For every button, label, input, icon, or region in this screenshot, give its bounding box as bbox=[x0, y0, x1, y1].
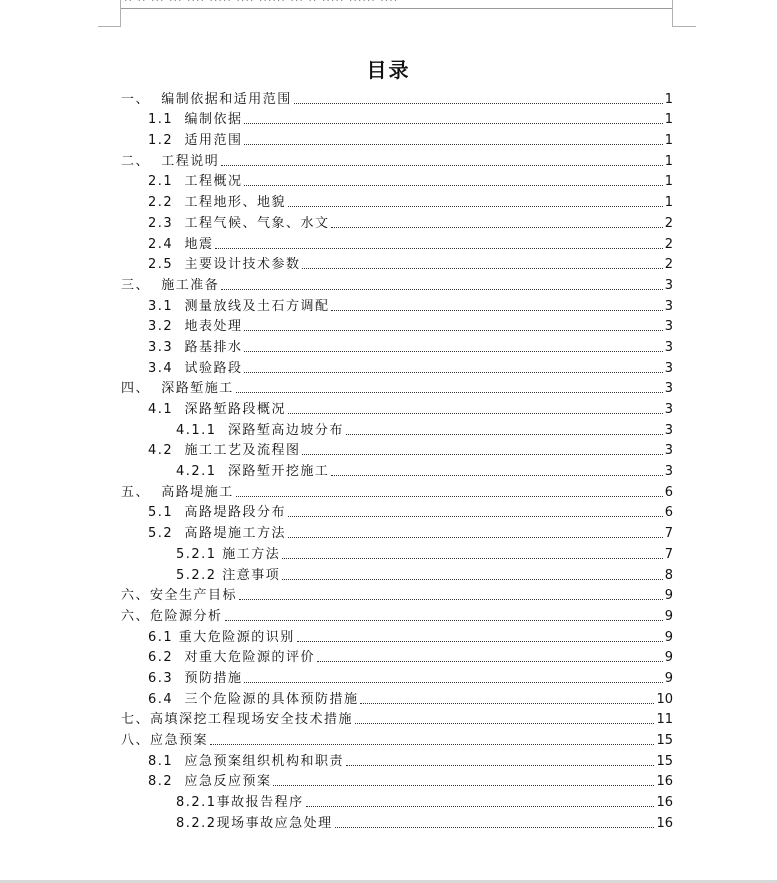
toc-leader-dots bbox=[244, 184, 662, 186]
toc-entry[interactable] bbox=[0, 88, 777, 109]
toc-entry-label: 6.3 预防措施 bbox=[148, 670, 243, 686]
toc-entry-page-number: 1 bbox=[664, 174, 673, 190]
toc-entry-label: 八、应急预案 bbox=[121, 733, 209, 748]
toc-entry-label: 5.2.2 注意事项 bbox=[176, 567, 281, 583]
toc-entry-label: 2.1 工程概况 bbox=[148, 174, 243, 190]
toc-entry[interactable] bbox=[0, 750, 777, 771]
toc-leader-dots bbox=[236, 391, 663, 393]
toc-entry-label: 3.2 地表处理 bbox=[148, 319, 243, 335]
toc-entry-page-number: 9 bbox=[664, 670, 673, 686]
toc-leader-dots bbox=[244, 143, 662, 145]
toc-entry-label: 6.1 重大危险源的识别 bbox=[148, 629, 295, 645]
toc-entry-page-number: 3 bbox=[664, 360, 673, 376]
toc-entry[interactable] bbox=[0, 771, 777, 792]
toc-entry[interactable] bbox=[0, 502, 777, 523]
toc-leader-dots bbox=[244, 329, 662, 331]
toc-entry[interactable] bbox=[0, 129, 777, 150]
toc-entry[interactable] bbox=[0, 378, 777, 399]
toc-entry-label: 5.1 高路堤路段分布 bbox=[148, 505, 286, 521]
toc-entry-label: 1.1 编制依据 bbox=[148, 112, 243, 128]
toc-entry-label: 8.2.1事故报告程序 bbox=[176, 795, 304, 811]
toc-entry-page-number: 7 bbox=[664, 546, 673, 562]
toc-entry-label: 2.5 主要设计技术参数 bbox=[148, 257, 301, 273]
toc-entry-page-number: 10 bbox=[656, 691, 673, 707]
toc-entry-label: 2.2 工程地形、地貌 bbox=[148, 195, 286, 211]
toc-entry[interactable] bbox=[0, 191, 777, 212]
toc-entry[interactable] bbox=[0, 150, 777, 171]
toc-entry[interactable] bbox=[0, 274, 777, 295]
toc-entry-label: 3.4 试验路段 bbox=[148, 360, 243, 376]
toc-entry-page-number: 9 bbox=[664, 588, 673, 604]
toc-leader-dots bbox=[294, 102, 663, 104]
toc-entry[interactable] bbox=[0, 481, 777, 502]
toc-entry-label: 8.1 应急预案组织机构和职责 bbox=[148, 753, 344, 769]
toc-entry-page-number: 3 bbox=[664, 464, 673, 480]
toc-entry-label: 3.1 测量放线及土石方调配 bbox=[148, 298, 330, 314]
toc-leader-dots bbox=[244, 122, 662, 124]
toc-entry[interactable] bbox=[0, 460, 777, 481]
toc-leader-dots bbox=[221, 164, 662, 166]
toc-entry-page-number: 16 bbox=[656, 815, 673, 831]
toc-entry-page-number: 16 bbox=[656, 774, 673, 790]
toc-entry[interactable] bbox=[0, 585, 777, 606]
toc-entry[interactable] bbox=[0, 605, 777, 626]
toc-entry[interactable] bbox=[0, 440, 777, 461]
toc-leader-dots bbox=[302, 453, 662, 455]
toc-entry-page-number: 1 bbox=[664, 195, 673, 211]
toc-entry-label: 一、 编制依据和适用范围 bbox=[121, 91, 292, 107]
toc-leader-dots bbox=[244, 681, 662, 683]
toc-leader-dots bbox=[306, 805, 655, 807]
toc-entry-page-number: 9 bbox=[664, 629, 673, 645]
toc-leader-dots bbox=[215, 247, 662, 249]
toc-entry-page-number: 1 bbox=[664, 133, 673, 149]
toc-entry-page-number: 8 bbox=[664, 567, 673, 583]
toc-entry-page-number: 1 bbox=[664, 112, 673, 128]
toc-entry-page-number: 3 bbox=[664, 381, 673, 397]
toc-entry-label: 2.4 地震 bbox=[148, 236, 214, 252]
toc-entry[interactable] bbox=[0, 171, 777, 192]
toc-leader-dots bbox=[331, 226, 662, 228]
toc-leader-dots bbox=[239, 598, 663, 600]
toc-entry[interactable] bbox=[0, 626, 777, 647]
toc-entry-label: 六、危险源分析 bbox=[121, 608, 223, 624]
toc-entry[interactable] bbox=[0, 522, 777, 543]
toc-leader-dots bbox=[282, 557, 663, 559]
toc-entry-label: 6.2 对重大危险源的评价 bbox=[148, 650, 315, 666]
toc-leader-dots bbox=[288, 412, 663, 414]
toc-leader-dots bbox=[346, 764, 655, 766]
toc-entry-page-number: 3 bbox=[664, 422, 673, 438]
toc-entry-page-number: 3 bbox=[664, 319, 673, 335]
toc-leader-dots bbox=[288, 515, 663, 517]
toc-title: 目录 bbox=[366, 58, 411, 82]
toc-entry-label: 1.2 适用范围 bbox=[148, 133, 243, 149]
toc-leader-dots bbox=[297, 640, 663, 642]
toc-leader-dots bbox=[346, 433, 663, 435]
toc-leader-dots bbox=[244, 371, 662, 373]
toc-entry[interactable] bbox=[0, 688, 777, 709]
toc-entry-page-number: 3 bbox=[664, 298, 673, 314]
toc-entry-page-number: 6 bbox=[664, 505, 673, 521]
crop-mark-top-right-h bbox=[672, 26, 696, 27]
toc-leader-dots bbox=[244, 350, 662, 352]
toc-leader-dots bbox=[331, 309, 662, 311]
toc-entry-label: 3.3 路基排水 bbox=[148, 339, 243, 355]
toc-leader-dots bbox=[288, 536, 663, 538]
toc-entry[interactable] bbox=[0, 295, 777, 316]
toc-leader-dots bbox=[225, 619, 663, 621]
toc-entry-page-number: 3 bbox=[664, 443, 673, 459]
toc-entry[interactable] bbox=[0, 419, 777, 440]
toc-entry-page-number: 9 bbox=[664, 608, 673, 624]
toc-entry-label: 六、安全生产目标 bbox=[121, 588, 238, 604]
toc-entry-label: 4.1 深路堑路段概况 bbox=[148, 402, 286, 417]
toc-leader-dots bbox=[282, 578, 663, 580]
toc-entry[interactable] bbox=[0, 543, 777, 564]
toc-entry[interactable] bbox=[0, 316, 777, 337]
toc-entry-page-number: 2 bbox=[664, 236, 673, 252]
toc-entry[interactable] bbox=[0, 109, 777, 130]
toc-entry[interactable] bbox=[0, 564, 777, 585]
toc-leader-dots bbox=[236, 495, 663, 497]
toc-entry-page-number: 2 bbox=[664, 215, 673, 231]
toc-entry-label: 6.4 三个危险源的具体预防措施 bbox=[148, 691, 359, 707]
toc-entry-label: 三、 施工准备 bbox=[121, 277, 220, 293]
toc-entry[interactable] bbox=[0, 812, 777, 833]
toc-entry[interactable] bbox=[0, 647, 777, 668]
toc-entry[interactable] bbox=[0, 667, 777, 688]
toc-leader-dots bbox=[317, 660, 663, 662]
page-header-text bbox=[124, 0, 684, 6]
toc-entry-page-number: 7 bbox=[664, 526, 673, 542]
toc-entry[interactable] bbox=[0, 233, 777, 254]
toc-entry[interactable] bbox=[0, 357, 777, 378]
toc-entry[interactable] bbox=[0, 336, 777, 357]
toc-entry-label: 8.2 应急反应预案 bbox=[148, 774, 272, 790]
toc-entry-page-number: 3 bbox=[664, 277, 673, 293]
toc-entry-page-number: 16 bbox=[656, 795, 673, 811]
toc-entry[interactable] bbox=[0, 254, 777, 275]
toc-entry[interactable] bbox=[0, 729, 777, 750]
toc-entry[interactable] bbox=[0, 212, 777, 233]
toc-entry-label: 4.2.1 深路堑开挖施工 bbox=[176, 464, 330, 480]
toc-entry[interactable] bbox=[0, 791, 777, 812]
crop-mark-top-left-v bbox=[120, 0, 121, 26]
toc-entry-page-number: 9 bbox=[664, 650, 673, 666]
toc-entry-page-number: 15 bbox=[656, 733, 673, 748]
toc-entry-page-number: 2 bbox=[664, 257, 673, 273]
toc-entry-label: 8.2.2现场事故应急处理 bbox=[176, 815, 333, 831]
toc-entry-page-number: 3 bbox=[664, 339, 673, 355]
toc-leader-dots bbox=[210, 743, 654, 745]
toc-entry-label: 2.3 工程气候、气象、水文 bbox=[148, 215, 330, 231]
toc-entry[interactable] bbox=[0, 398, 777, 419]
toc-entry-label: 5.2.1 施工方法 bbox=[176, 546, 281, 562]
toc-entry-page-number: 6 bbox=[664, 484, 673, 500]
toc-leader-dots bbox=[335, 826, 655, 828]
toc-entry-page-number: 11 bbox=[656, 712, 673, 728]
toc-leader-dots bbox=[221, 288, 662, 290]
toc-leader-dots bbox=[360, 702, 654, 704]
toc-entry-page-number: 15 bbox=[656, 753, 673, 769]
toc-entry-label: 四、 深路堑施工 bbox=[121, 381, 234, 397]
toc-entry-page-number: 1 bbox=[664, 91, 673, 107]
toc-entry-label: 七、高填深挖工程现场安全技术措施 bbox=[121, 712, 354, 728]
table-of-contents bbox=[0, 88, 777, 833]
toc-entry-label: 5.2 高路堤施工方法 bbox=[148, 526, 286, 542]
toc-entry-label: 4.1.1 深路堑高边坡分布 bbox=[176, 422, 344, 438]
toc-entry-label: 二、 工程说明 bbox=[121, 153, 220, 169]
header-rule bbox=[121, 8, 672, 9]
toc-leader-dots bbox=[273, 784, 654, 786]
toc-leader-dots bbox=[302, 267, 662, 269]
toc-leader-dots bbox=[331, 474, 662, 476]
toc-leader-dots bbox=[355, 722, 654, 724]
toc-entry-page-number: 3 bbox=[664, 402, 673, 417]
toc-leader-dots bbox=[288, 205, 663, 207]
toc-entry-label: 4.2 施工工艺及流程图 bbox=[148, 443, 301, 459]
toc-entry[interactable] bbox=[0, 709, 777, 730]
toc-entry-label: 五、 高路堤施工 bbox=[121, 484, 234, 500]
toc-entry-page-number: 1 bbox=[664, 153, 673, 169]
crop-mark-top-left-h bbox=[98, 26, 121, 27]
